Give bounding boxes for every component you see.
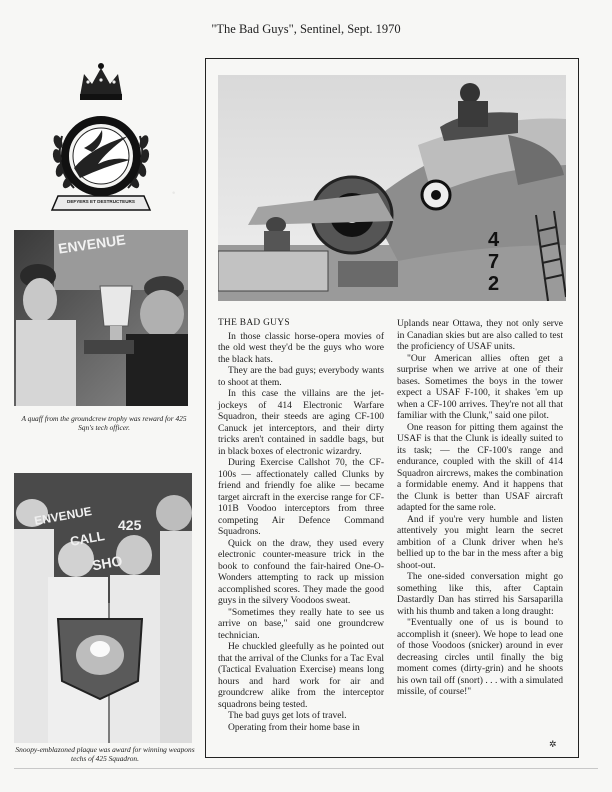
article-paragraph: The one-sided conversation might go something like this, after Captain Dastardly Dan has stirred his Sarsaparilla with his thumb and taken a long draught: [397, 571, 563, 617]
article-paragraph: And if you're very humble and listen attentively you might learn the secret ambition of a Clunk driver when he's bellied up to the bar in the mess after a big shoot-out. [397, 513, 563, 571]
jet-tail-number-top: 4 [488, 229, 500, 251]
article-paragraph: During Exercise Callshot 70, the CF-100s — affectionately called Clunks by friend and friendly foe alike — became target aircraft in the exercise range for CF-101B Voodoo interceptors from three competing Air Defence Command Squadrons. [218, 457, 384, 537]
photo2-caption: Snoopy-emblazoned plaque was award for winning weapons techs of 425 Squadron. [15, 745, 195, 763]
article-paragraph: Operating from their home base in [228, 721, 360, 733]
article-paragraph: "Our American allies often get a surprise when we arrive at one of their bases. Sometimes the boys in the tower expect a USAF F-100, it shakes 'em up when a CF-100 arrives. They're not all that familiar with the Clunk," said one pilot. [397, 352, 563, 421]
photo2-sign-text-1: ENVENUE [33, 504, 93, 528]
page-bottom-rule [14, 768, 598, 769]
photo2-sign-number: 425 [118, 517, 142, 533]
photo2-sign-text-3: SHO [90, 552, 124, 574]
article-paragraph: Uplands near Ottawa, they not only serve in Canadian skies but are also called to test the proficiency of USAF units. [397, 318, 563, 352]
crest-motto: DEFYERS ET DESTRUCTEURS [67, 199, 135, 204]
article-paragraph: "Eventually one of us is bound to accomplish it (sneer). We hope to lead one of those Voodoos (snicker) around in ever decreasing circles until finally the big moment comes (dirty-grin) and he shoots his own tail off (snort) . . . with a simulated missile, of course!" [397, 617, 563, 697]
photo1-sign-text: ENVENUE [57, 231, 127, 257]
article-column-right [397, 318, 563, 698]
article-paragraph: The bad guys get lots of travel. [228, 710, 347, 721]
article-headline: THE BAD GUYS [218, 318, 290, 328]
photo2-sign-text-2: CALL [68, 528, 106, 549]
article-paragraph: "Sometimes they really hate to see us arrive on base," said one groundcrew technician. [218, 606, 384, 641]
jet-tail-number-bottom: 2 [488, 273, 500, 295]
article-paragraph: He chuckled gleefully as he pointed out that the arrival of the Clunks for a Tac Eval (Tactical Evaluation Exercise) means long hours and hard work for air and groundcrew alike from the interceptor squadrons being tested. [218, 641, 384, 710]
article-column-left [218, 318, 384, 733]
crown-icon [80, 63, 122, 100]
photo-trophy-quaff [14, 230, 188, 406]
bleed-through-text: · [170, 180, 178, 205]
photo-snoopy-plaque [14, 473, 192, 743]
article-paragraph: In those classic horse-opera movies of the old west they'd be the guys who wore the black hats. [218, 330, 384, 365]
article-paragraph: Quick on the draw, they used every electronic counter-measure trick in the book to confound the fair-haired One-O-Wonders attempting to rack up mission accomplished scores. They made the good guys in the silvery Voodoos sweat. [218, 537, 384, 606]
article-paragraph: They are the bad guys; everybody wants to shoot at them. [218, 365, 384, 388]
article-paragraph: One reason for pitting them against the USAF is that the Clunk is ideally suited to its task; — the CF-100's range and endurance, coupled with the skill of 414 Squadron aircrews, makes the combination a formidable enemy. And it happens that the Clunk is better than USAF aircraft adapted for the same role. [397, 421, 563, 513]
jet-tail-number-mid: 7 [488, 251, 500, 273]
page-header-citation: "The Bad Guys", Sentinel, Sept. 1970 [211, 22, 401, 36]
article-end-mark-icon: ✲ [549, 739, 557, 749]
photo-cf100-jet [218, 75, 566, 301]
squadron-crest-logo [40, 56, 162, 216]
article-paragraph: In this case the villains are the jet-jockeys of 414 Electronic Warfare Squadron, their steeds are aging CF-100 Canuck jet interceptors, and their dirty tricks aren't contained in saddle bags, but in black boxes of electronic wizardry. [218, 388, 384, 457]
photo1-caption: A quaff from the groundcrew trophy was reward for 425 Sqn's tech officer. [21, 414, 187, 432]
